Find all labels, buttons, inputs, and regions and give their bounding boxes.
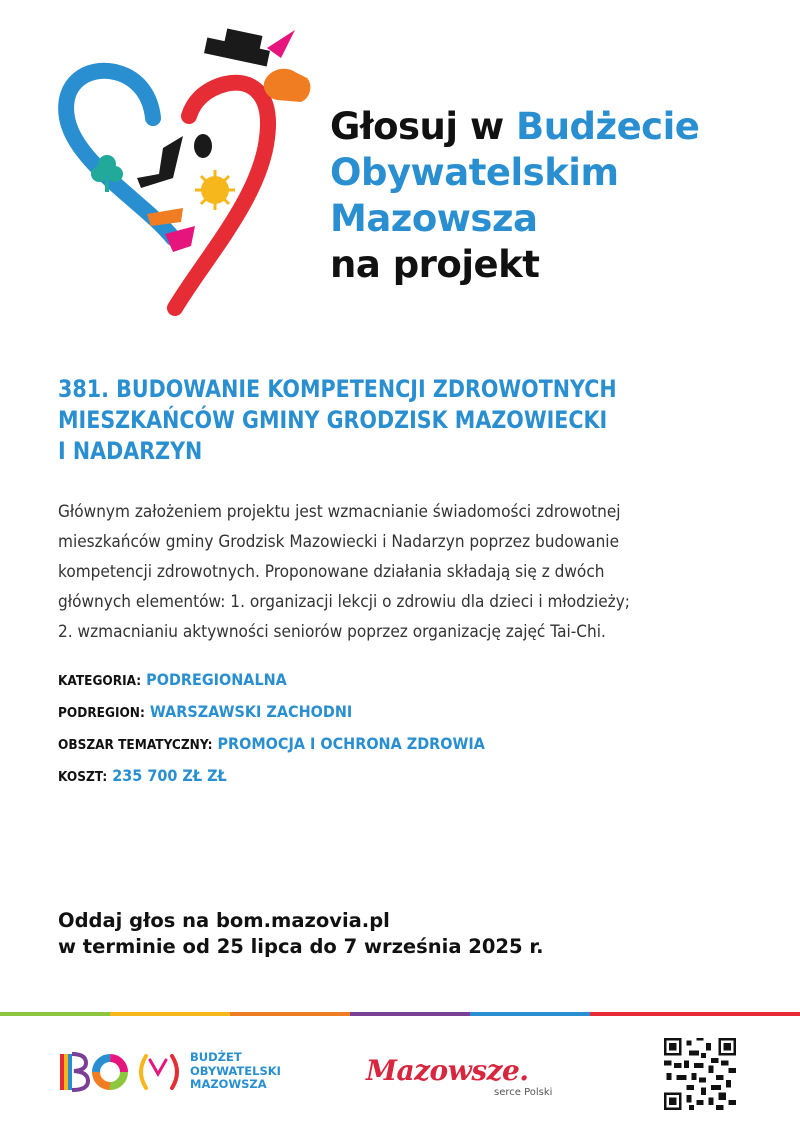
headline xyxy=(330,104,790,288)
headline-line3: Mazowsza xyxy=(330,197,538,240)
description-line: głównych elementów: 1. organizacji lekcji o zdrowiu dla dzieci i młodzieży; xyxy=(58,592,630,611)
project-description xyxy=(58,497,746,647)
bom-line3: MAZOWSZA xyxy=(190,1077,267,1091)
mazowsze-tagline: serce Polski xyxy=(494,1087,553,1098)
meta-category-label: KATEGORIA: xyxy=(58,673,142,689)
color-stripe xyxy=(0,1012,800,1016)
project-title-line2: MIESZKAŃCÓW GMINY GRODZISK MAZOWIECKI xyxy=(58,406,608,434)
mazowsze-logo: Mazowsze. xyxy=(366,1054,529,1087)
meta-area-label: OBSZAR TEMATYCZNY: xyxy=(58,737,213,753)
meta-cost-value: 235 700 ZŁ ZŁ xyxy=(112,766,227,785)
meta-category-value: PODREGIONALNA xyxy=(146,670,287,689)
meta-area-value: PROMOCJA I OCHRONA ZDROWIA xyxy=(217,734,485,753)
description-line: mieszkańców gminy Grodzisk Mazowiecki i Nadarzyn poprzez budowanie xyxy=(58,532,620,551)
cta-line2: w terminie od 25 lipca do 7 września 2025 r. xyxy=(58,935,544,958)
cta-line1: Oddaj głos na bom.mazovia.pl xyxy=(58,909,390,932)
qr-code-icon[interactable] xyxy=(664,1038,736,1110)
meta-cost xyxy=(58,766,227,785)
project-title-line3: I NADARZYN xyxy=(58,437,203,465)
headline-line1-black: Głosuj w xyxy=(330,105,517,148)
bom-line1: BUDŻET xyxy=(190,1050,242,1064)
heart-face-logo-icon xyxy=(55,28,315,328)
project-title-line1: 381. BUDOWANIE KOMPETENCJI ZDROWOTNYCH xyxy=(58,375,617,403)
meta-subregion-value: WARSZAWSKI ZACHODNI xyxy=(149,702,353,721)
description-line: Głównym założeniem projektu jest wzmacnianie świadomości zdrowotnej xyxy=(58,502,621,521)
bom-line2: OBYWATELSKI xyxy=(190,1063,281,1078)
meta-category xyxy=(58,670,287,689)
headline-line1-blue: Budżecie xyxy=(516,105,700,148)
call-to-action xyxy=(58,908,758,960)
meta-area xyxy=(58,734,485,753)
project-title xyxy=(58,374,746,467)
meta-cost-label: KOSZT: xyxy=(58,769,108,785)
meta-subregion xyxy=(58,702,352,721)
meta-subregion-label: PODREGION: xyxy=(58,705,145,721)
headline-line2: Obywatelskim xyxy=(330,151,619,194)
bom-logo-text xyxy=(190,1051,281,1092)
description-line: kompetencji zdrowotnych. Proponowane działania składają się z dwóch xyxy=(58,562,605,581)
headline-line4: na projekt xyxy=(330,243,540,286)
description-line: 2. wzmacnianiu aktywności seniorów poprzez organizację zajęć Tai-Chi. xyxy=(58,622,606,641)
